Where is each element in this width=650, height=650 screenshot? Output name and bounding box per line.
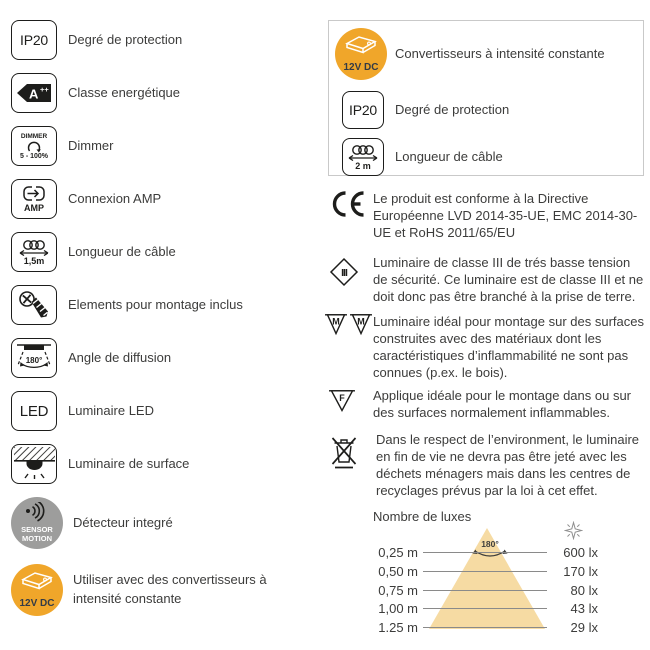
level-line <box>423 552 547 553</box>
driver-box-icon <box>20 570 54 592</box>
level-line <box>423 608 547 609</box>
spec-row-dc-driver <box>11 564 321 616</box>
energy-class-icon <box>11 73 57 113</box>
notice-text: Luminaire idéal pour montage sur des surfaces construites avec des matériaux dont les caractéristiques d’inflammabilité ne sont pas connues (p.ex. le bois). <box>373 314 644 380</box>
notice-text: Luminaire de classe III de trés basse tension de sécurité. Ce luminaire est de classe III et ne doit donc pas être branché à la prise de terre. <box>373 255 644 304</box>
mm-flammability-icon <box>325 313 372 338</box>
class-iii-icon <box>328 256 360 288</box>
beam-angle-label: 180° <box>470 539 510 560</box>
spec-label: Degré de protection <box>68 31 183 47</box>
weee-bin-icon <box>331 435 357 469</box>
screw-icon <box>11 285 57 325</box>
chart-title: Nombre de luxes <box>373 509 472 524</box>
light-sparkle-icon <box>564 521 583 540</box>
lux-value: 29 lx <box>570 619 598 635</box>
svg-text:++: ++ <box>40 85 49 94</box>
motion-sensor-icon: SENSOR MOTION <box>11 497 63 549</box>
box-row-cable <box>335 137 643 177</box>
spec-row-led <box>11 391 321 431</box>
spec-row-dimmer <box>11 126 321 166</box>
spec-label: Dimmer <box>68 137 114 153</box>
spec-row-energy-class <box>11 73 321 113</box>
lux-distance-chart <box>370 506 605 646</box>
level-line <box>423 627 547 628</box>
cable-length-icon: 1,5m <box>11 232 57 272</box>
svg-text:III: III <box>341 267 347 279</box>
spec-label: Luminaire de surface <box>68 455 190 471</box>
box-row-dc-driver <box>335 26 643 82</box>
ce-mark-icon <box>328 190 366 218</box>
amp-connection-icon: AMP <box>11 179 57 219</box>
spec-list-left <box>11 20 321 629</box>
spec-label: Luminaire LED <box>68 402 154 418</box>
distance-label: 1,00 m <box>378 600 418 616</box>
spec-icons-box <box>328 20 644 176</box>
spec-label: Connexion AMP <box>68 190 162 206</box>
spec-row-ip20 <box>11 20 321 60</box>
notice-mm-flammability <box>328 313 646 381</box>
notice-f-flammability <box>328 387 646 421</box>
lux-row <box>370 618 598 636</box>
notice-ce <box>328 190 646 241</box>
surface-mount-icon <box>11 444 57 484</box>
dc-driver-icon: 12V DC <box>11 564 63 616</box>
dimmer-knob-icon <box>26 140 42 153</box>
dimmer-icon: DIMMER 5 - 100% <box>11 126 57 166</box>
svg-text:F: F <box>339 393 345 403</box>
lux-row <box>370 581 598 599</box>
spec-row-amp <box>11 179 321 219</box>
notice-text: Dans le respect de l’environment, le luminaire en fin de vie ne devra pas être jeté avec les déchets ménagers mais dans les centres de recyclages prévus par la loi à cet effet. <box>376 432 640 498</box>
led-icon: LED <box>11 391 57 431</box>
spec-label: Longueur de câble <box>68 243 176 259</box>
spec-label: Angle de diffusion <box>68 349 172 365</box>
svg-text:A: A <box>29 86 39 102</box>
spec-label: Degré de protection <box>395 101 510 117</box>
dc-driver-icon: 12V DC <box>335 28 387 80</box>
distance-label: 0,25 m <box>378 544 418 560</box>
lux-row <box>370 599 598 617</box>
f-flammability-icon <box>328 389 356 414</box>
spec-label: Utiliser avec des convertisseurs à intensité constante <box>73 572 267 606</box>
spec-label: Elements pour montage inclus <box>68 296 243 312</box>
spec-row-surface <box>11 444 321 484</box>
spec-label: Longueur de câble <box>395 148 503 164</box>
notice-class-iii <box>328 254 646 305</box>
driver-box-icon <box>344 34 378 56</box>
cable-length-icon: 2 m <box>342 138 384 176</box>
distance-label: 1.25 m <box>378 619 418 635</box>
distance-label: 0,75 m <box>378 582 418 598</box>
svg-text:180°: 180° <box>25 356 43 365</box>
distance-label: 0,50 m <box>378 563 418 579</box>
level-line <box>423 590 547 591</box>
ip20-icon: IP20 <box>11 20 57 60</box>
lux-value: 170 lx <box>563 563 598 579</box>
notice-weee <box>328 431 646 499</box>
spec-label: Détecteur integré <box>73 514 173 530</box>
spec-row-beam-angle <box>11 338 321 378</box>
spec-label: Classe energétique <box>68 84 181 100</box>
level-line <box>423 571 547 572</box>
lux-row <box>370 543 598 561</box>
notice-text: Applique idéale pour le montage dans ou sur des surfaces normalement inflammables. <box>373 388 632 420</box>
notice-text: Le produit est conforme à la Directive Européenne LVD 2014-35-UE, EMC 2014-30-UE et RoHS 2011/65/EU <box>373 191 638 240</box>
svg-text:M: M <box>332 316 340 327</box>
box-row-ip20 <box>335 89 643 131</box>
lux-value: 43 lx <box>570 600 598 616</box>
lux-value: 80 lx <box>570 582 598 598</box>
lux-row <box>370 562 598 580</box>
spec-label: Convertisseurs à intensité constante <box>395 45 605 61</box>
ip20-icon: IP20 <box>342 91 384 129</box>
svg-text:M: M <box>357 316 365 327</box>
spec-row-sensor <box>11 497 321 549</box>
spec-row-cable-length <box>11 232 321 272</box>
spec-row-mounting <box>11 285 321 325</box>
beam-angle-icon <box>11 338 57 378</box>
lux-value: 600 lx <box>563 544 598 560</box>
